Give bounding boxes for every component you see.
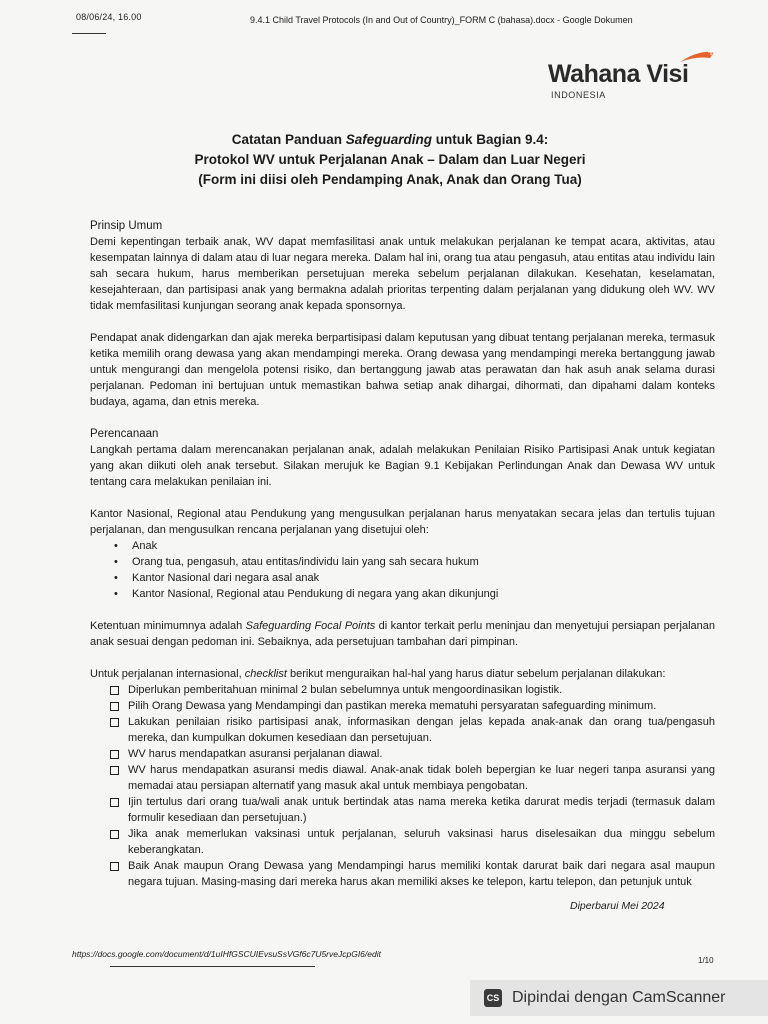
footer-rule	[110, 966, 315, 967]
checkbox-icon	[110, 862, 119, 871]
checkbox-icon	[110, 830, 119, 839]
checkbox-icon	[110, 766, 119, 775]
checklist-item: Pilih Orang Dewasa yang Mendampingi dan pastikan mereka mematuhi persyaratan safeguarding minimum.	[90, 698, 715, 714]
wahana-visi-logo	[548, 48, 723, 103]
print-doc-title: 9.4.1 Child Travel Protocols (In and Out of Country)_FORM C (bahasa).docx - Google Dokumen	[250, 15, 633, 25]
footer-page-number: 1/10	[698, 956, 714, 965]
print-date: 08/06/24, 16.00	[76, 12, 142, 22]
logo-subtitle: INDONESIA	[551, 90, 606, 100]
heading-perencanaan: Perencanaan	[90, 428, 159, 440]
heading-prinsip-umum: Prinsip Umum	[90, 220, 163, 232]
paragraph-international: Untuk perjalanan internasional, checklist berikut menguraikan hal-hal yang harus diatur sebelum perjalanan dilakukan:	[90, 668, 666, 680]
checklist-item: Lakukan penilaian risiko partisipasi anak, informasikan dengan jelas kepada anak-anak dan orang tua/pengasuh mereka, dan kumpulkan dokumen kesediaan dan persetujuan.	[90, 714, 715, 746]
logo-name: Wahana Visi	[548, 60, 689, 88]
paragraph-prinsip-1: Demi kepentingan terbaik anak, WV dapat memfasilitasi anak untuk melakukan perjalanan ke tempat acara, aktivitas, atau kesempatan lainnya di dalam atau di luar negara mereka. Dalam hal ini, orang tua atau pengasuh, atau entitas atau individu lain sah secara hukum, harus memberikan persetujuan mereka sebelum perjalanan dilakukan. Kesehatan, keselamatan, kesejahteraan, dan partisipasi anak yang bermakna adalah prioritas terpenting dalam perjalanan yang didukung oleh WV. WV tidak memfasilitasi kunjungan seorang anak kepada sponsornya.	[90, 236, 715, 312]
checkbox-icon	[110, 702, 119, 711]
paragraph-prinsip-2: Pendapat anak didengarkan dan ajak mereka berpartisipasi dalam keputusan yang dibuat tentang perjalanan mereka, termasuk ketika memilih orang dewasa yang akan mendampingi mereka. Orang dewasa yang mendampingi mereka bertanggung jawab untuk mengurangi dan mengelola potensi risiko, dan bertanggung jawab atas perawatan dan hak asuh anak selama durasi perjalanan. Pedoman ini bertujuan untuk memastikan bahwa setiap anak dihargai, dihormati, dan dipahami dalam konteks budaya, agama, dan etnis mereka.	[90, 332, 715, 408]
checklist	[90, 682, 715, 890]
paragraph-ketentuan: Ketentuan minimumnya adalah Safeguarding Focal Points di kantor terkait perlu meninjau dan menyetujui persiapan perjalanan anak sesuai dengan pedoman ini. Sebaiknya, ada persetujuan tambahan dari pimpinan.	[90, 620, 715, 648]
title-line-3: (Form ini diisi oleh Pendamping Anak, Anak dan Orang Tua)	[198, 172, 582, 187]
checklist-item: Ijin tertulus dari orang tua/wali anak untuk bertindak atas nama mereka ketika darurat medis terjadi (termasuk dalam formulir kesediaan dan persetujuan.)	[90, 794, 715, 826]
checkbox-icon	[110, 686, 119, 695]
list-item: • Kantor Nasional dari negara asal anak	[90, 570, 715, 586]
checkbox-icon	[110, 718, 119, 727]
checklist-item: Baik Anak maupun Orang Dewasa yang Mendampingi harus memiliki kontak darurat baik dari negara asal maupun negara tujuan. Masing-masing dari mereka harus akan memiliki akses ke telepon, kartu telepon, dan petunjuk untuk	[90, 858, 715, 890]
list-item: • Orang tua, pengasuh, atau entitas/individu lain yang sah secara hukum	[90, 554, 715, 570]
document-body	[90, 218, 715, 890]
checklist-item: Diperlukan pemberitahuan minimal 2 bulan sebelumnya untuk mengoordinasikan logistik.	[90, 682, 715, 698]
header-mark	[72, 33, 106, 34]
camscanner-watermark	[470, 980, 768, 1016]
footer-url: https://docs.google.com/document/d/1uIHfGSCUIEvsuSsVGf6c7U5rveJcpGI6/edit	[72, 949, 381, 959]
checkbox-icon	[110, 750, 119, 759]
checkbox-icon	[110, 798, 119, 807]
camscanner-icon: CS	[484, 989, 502, 1007]
paragraph-kantor: Kantor Nasional, Regional atau Pendukung yang mengusulkan perjalanan harus menyatakan secara jelas dan tertulis tujuan perjalanan, dan mengusulkan rencana perjalanan yang disetujui oleh:	[90, 508, 715, 536]
title-line-2: Protokol WV untuk Perjalanan Anak – Dalam dan Luar Negeri	[194, 152, 586, 167]
updated-date: Diperbarui Mei 2024	[570, 900, 665, 912]
checklist-item: WV harus mendapatkan asuransi medis diawal. Anak-anak tidak boleh bepergian ke luar negeri tanpa asuransi yang memadai atau persiapan alternatif yang masuk akal untuk membiaya pengobatan.	[90, 762, 715, 794]
checklist-item: WV harus mendapatkan asuransi perjalanan diawal.	[90, 746, 715, 762]
paragraph-perencanaan: Langkah pertama dalam merencanakan perjalanan anak, adalah melakukan Penilaian Risiko Partisipasi Anak untuk kegiatan yang akan diikuti oleh anak tersebut. Silakan merujuk ke Bagian 9.1 Kebijakan Perlindungan Anak dan Dewasa WV untuk tentang cara melakukan penilaian ini.	[90, 444, 715, 488]
list-item: • Kantor Nasional, Regional atau Pendukung di negara yang akan dikunjungi	[90, 586, 715, 602]
logo-mark-icon	[678, 48, 718, 78]
camscanner-label: Dipindai dengan CamScanner	[512, 989, 726, 1006]
title-line-1: Catatan Panduan Safeguarding untuk Bagian 9.4:	[231, 132, 549, 147]
checklist-item: Jika anak memerlukan vaksinasi untuk perjalanan, seluruh vaksinasi harus diselesaikan dua minggu sebelum keberangkatan.	[90, 826, 715, 858]
document-title	[120, 130, 660, 190]
bullet-list	[90, 538, 715, 602]
list-item: • Anak	[90, 538, 715, 554]
